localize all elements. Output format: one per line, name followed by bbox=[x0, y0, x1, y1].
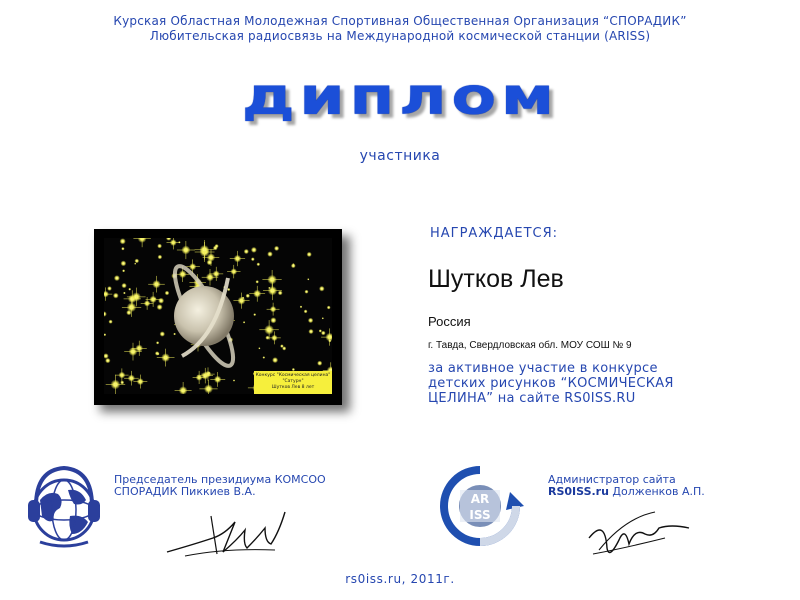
star bbox=[307, 278, 309, 280]
star bbox=[121, 283, 126, 288]
star bbox=[107, 286, 112, 291]
star bbox=[123, 292, 126, 295]
star bbox=[113, 293, 119, 299]
star bbox=[291, 263, 296, 268]
award-reason-line: детских рисунков “КОСМИЧЕСКАЯ bbox=[428, 376, 674, 391]
star bbox=[256, 280, 259, 283]
star bbox=[278, 291, 283, 296]
star bbox=[156, 341, 159, 344]
star bbox=[317, 361, 322, 366]
diploma-title: диплом bbox=[241, 66, 559, 127]
star bbox=[128, 288, 131, 291]
star bbox=[160, 331, 165, 336]
star bbox=[242, 297, 245, 300]
right-signature bbox=[585, 498, 695, 564]
star bbox=[173, 333, 176, 336]
left-signatory-name: СПОРАДИК Пиккиев В.А. bbox=[114, 485, 256, 498]
star bbox=[158, 255, 163, 260]
star bbox=[244, 249, 249, 254]
star bbox=[308, 329, 313, 334]
star bbox=[120, 238, 126, 244]
star bbox=[122, 269, 125, 272]
right-signatory-title: Администратор сайта bbox=[548, 473, 676, 486]
star bbox=[165, 291, 170, 296]
star bbox=[135, 259, 140, 264]
star bbox=[268, 287, 270, 289]
star bbox=[233, 379, 235, 381]
star bbox=[121, 247, 124, 250]
footer-site-year: rs0iss.ru, 2011г. bbox=[345, 572, 455, 586]
globe-headphones-logo bbox=[24, 460, 104, 552]
left-signature bbox=[165, 492, 295, 564]
organization-header bbox=[0, 14, 800, 44]
artwork-caption-title: Конкурс "Космическая целина" bbox=[255, 373, 331, 378]
star bbox=[272, 357, 278, 363]
site-name: RS0ISS.ru bbox=[548, 485, 609, 498]
star bbox=[270, 317, 276, 323]
star bbox=[157, 304, 163, 310]
star bbox=[251, 247, 257, 253]
star bbox=[328, 339, 331, 342]
star bbox=[267, 251, 273, 257]
star bbox=[280, 344, 284, 348]
star bbox=[105, 358, 110, 363]
star bbox=[304, 310, 308, 314]
right-signatory bbox=[548, 474, 705, 498]
right-signatory-name: Долженков А.П. bbox=[608, 485, 705, 498]
star bbox=[114, 275, 120, 281]
star bbox=[308, 318, 313, 323]
star bbox=[251, 257, 255, 261]
star bbox=[207, 260, 213, 266]
diploma-title-wrap bbox=[0, 62, 800, 132]
right-signatory-line bbox=[548, 486, 705, 498]
star bbox=[319, 329, 322, 332]
recipient-country: Россия bbox=[428, 314, 471, 329]
recipient-name: Шутков Лев bbox=[428, 265, 564, 293]
award-reason-line: ЦЕЛИНА” на сайте RS0ISS.RU bbox=[428, 391, 636, 406]
star bbox=[307, 252, 312, 257]
artwork-caption-author: Шутков Лев 8 лет bbox=[271, 385, 315, 390]
ariss-logo-iss: ISS bbox=[469, 508, 491, 522]
left-signatory-title: Председатель президиума КОМСОО bbox=[114, 473, 326, 486]
star bbox=[155, 351, 159, 355]
star bbox=[120, 381, 124, 385]
ariss-line: Любительская радиосвязь на Международной космической станции (ARISS) bbox=[149, 29, 651, 43]
star bbox=[253, 313, 256, 316]
diploma-subtitle: участника bbox=[359, 148, 441, 164]
star bbox=[305, 290, 309, 294]
star bbox=[322, 317, 324, 319]
star bbox=[208, 372, 211, 375]
star bbox=[157, 244, 162, 249]
recipient-school: г. Тавда, Свердловская обл. МОУ СОШ № 9 bbox=[428, 340, 632, 351]
star bbox=[274, 246, 279, 251]
star bbox=[300, 306, 303, 309]
awarded-label: НАГРАЖДАЕТСЯ: bbox=[430, 226, 559, 241]
star bbox=[126, 310, 131, 315]
award-reason bbox=[428, 361, 788, 406]
star bbox=[258, 347, 260, 349]
star bbox=[246, 294, 250, 298]
star bbox=[109, 320, 113, 324]
ariss-logo-ar: AR bbox=[470, 492, 490, 506]
star bbox=[327, 306, 331, 310]
award-reason-line: за активное участие в конкурсе bbox=[428, 361, 658, 376]
star bbox=[243, 321, 245, 323]
star bbox=[158, 298, 164, 304]
artwork-caption-subject: "Сатурн" bbox=[282, 379, 304, 384]
star bbox=[121, 261, 127, 267]
star bbox=[154, 298, 156, 300]
star bbox=[178, 241, 180, 243]
star bbox=[257, 263, 261, 267]
star bbox=[319, 286, 325, 292]
star bbox=[263, 356, 266, 359]
artwork-caption bbox=[254, 371, 332, 394]
organization-name: Курская Областная Молодежная Спортивная Общественная Организация “СПОРАДИК” bbox=[113, 14, 687, 28]
ariss-logo bbox=[434, 462, 526, 550]
